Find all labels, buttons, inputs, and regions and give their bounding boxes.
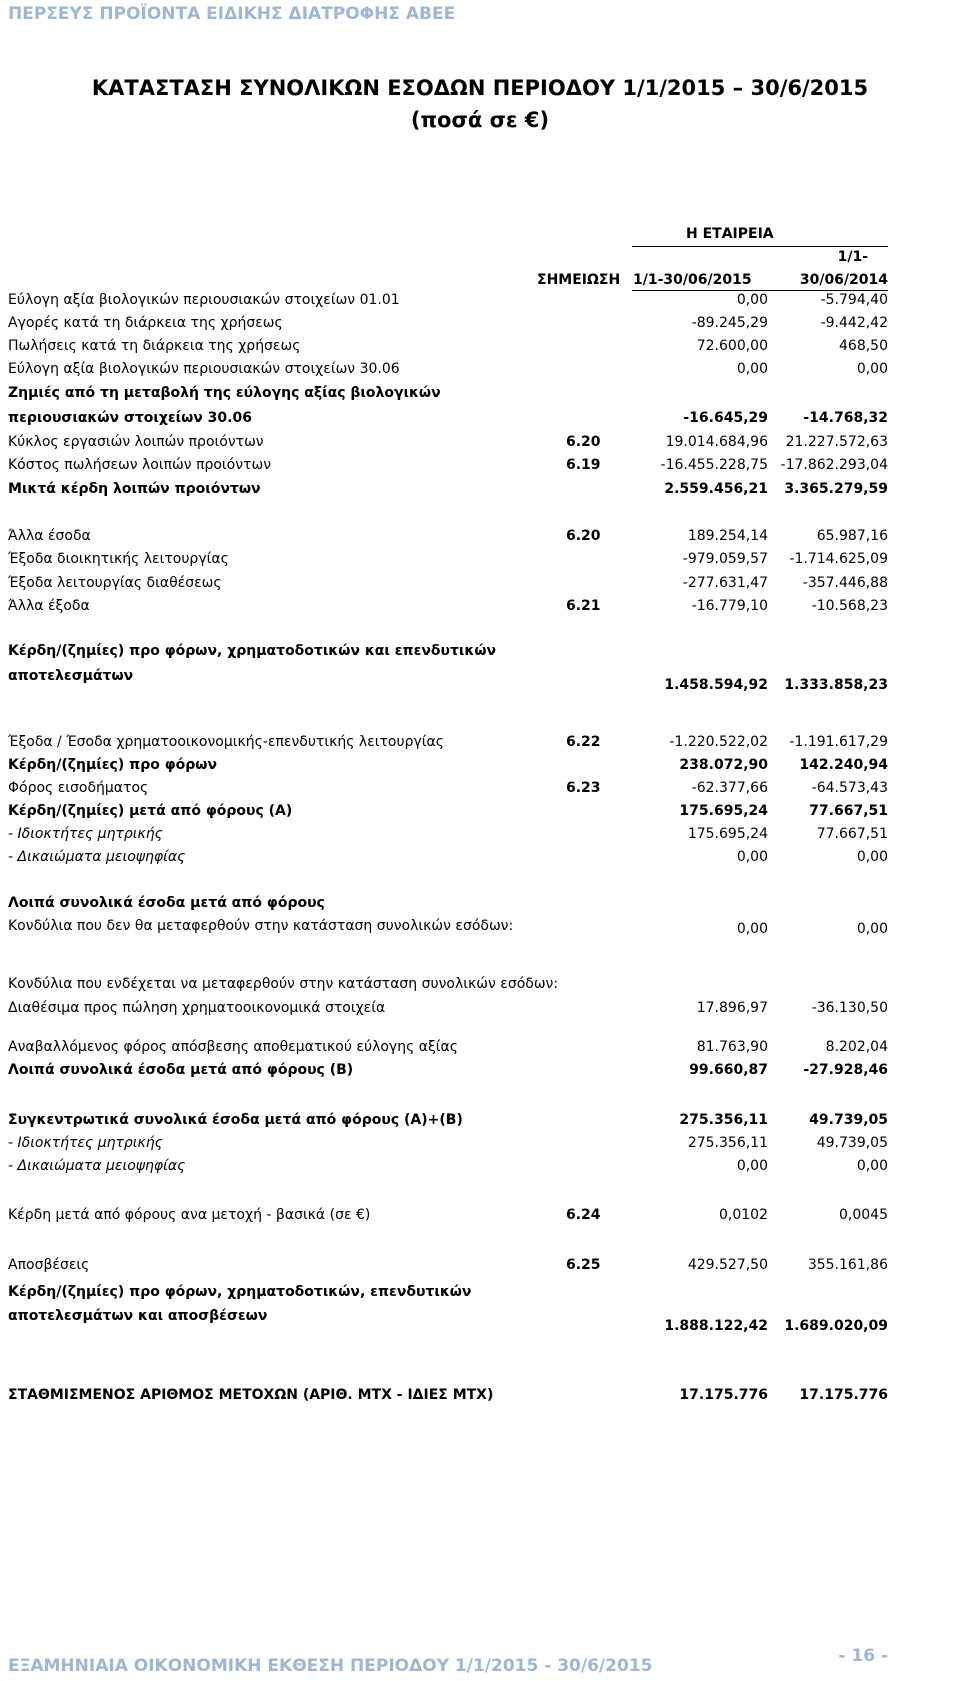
- row-value-2014: 1.689.020,09: [784, 1318, 888, 1334]
- row-value-2014: -14.768,32: [803, 410, 888, 426]
- table-row: [0, 481, 960, 503]
- row-value-2015: -16.645,29: [683, 410, 768, 426]
- row-label: Λοιπά συνολικά έσοδα μετά από φόρους (Β): [8, 1062, 354, 1078]
- row-value-2015: 1.888.122,42: [664, 1318, 768, 1334]
- row-value-2014: 0,00: [856, 1158, 888, 1174]
- table-row: [0, 1308, 960, 1334]
- row-value-2015: -89.245,29: [691, 315, 768, 331]
- row-note: 6.24: [566, 1207, 601, 1223]
- table-row: [0, 1284, 960, 1306]
- row-value-2015: 0,0102: [719, 1207, 768, 1223]
- row-value-2014: 0,00: [856, 849, 888, 865]
- table-row: [0, 385, 960, 407]
- table-row: [0, 1000, 960, 1022]
- table-row: [0, 315, 960, 337]
- row-label: Κέρδη/(ζημίες) μετά από φόρους (Α): [8, 803, 293, 819]
- row-value-2015: 72.600,00: [696, 338, 768, 354]
- row-value-2015: 1.458.594,92: [664, 677, 768, 693]
- table-row: [0, 1112, 960, 1134]
- table-row: [0, 757, 960, 779]
- table-row: [0, 575, 960, 597]
- row-value-2014: 8.202,04: [825, 1039, 888, 1055]
- row-value-2015: 175.695,24: [687, 826, 768, 842]
- table-row: [0, 668, 960, 693]
- row-label: Άλλα έσοδα: [8, 528, 91, 544]
- row-value-2015: 99.660,87: [689, 1062, 768, 1078]
- table-row: [0, 434, 960, 456]
- row-label: αποτελεσμάτων και αποσβέσεων: [8, 1308, 268, 1324]
- row-label: Κέρδη/(ζημίες) προ φόρων: [8, 757, 218, 773]
- row-value-2014: 1.333.858,23: [784, 677, 888, 693]
- row-label: αποτελεσμάτων: [8, 668, 134, 684]
- table-row: [0, 551, 960, 573]
- row-label: Κόστος πωλήσεων λοιπών προιόντων: [8, 457, 272, 473]
- row-value-2014: 468,50: [839, 338, 888, 354]
- row-value-2015: 275.356,11: [687, 1135, 768, 1151]
- row-value-2015: 275.356,11: [679, 1112, 768, 1128]
- table-row: [0, 1039, 960, 1061]
- company-header: ΠΕΡΣΕΥΣ ΠΡΟΪΟΝΤΑ ΕΙΔΙΚΗΣ ΔΙΑΤΡΟΦΗΣ ΑΒΕΕ: [8, 4, 456, 24]
- row-value-2014: -357.446,88: [802, 575, 888, 591]
- row-label: Κέρδη/(ζημίες) προ φόρων, χρηματοδοτικών, επενδυτικών: [8, 1284, 472, 1300]
- row-value-2014: 0,00: [856, 361, 888, 377]
- row-note: 6.25: [566, 1257, 601, 1273]
- row-value-2015: -979.059,57: [682, 551, 768, 567]
- row-note: 6.23: [566, 780, 601, 796]
- footer-text: ΕΞΑΜΗΝΙΑΙΑ ΟΙΚΟΝΟΜΙΚΗ ΕΚΘΕΣΗ ΠΕΡΙΟΔΟΥ 1/1/2015 - 30/6/2015: [8, 1656, 653, 1676]
- row-value-2015: 0,00: [736, 849, 768, 865]
- company-column-group: Η ΕΤΑΙΡΕΙΑ: [686, 226, 774, 242]
- row-label: Κύκλος εργασιών λοιπών προιόντων: [8, 434, 264, 450]
- row-value-2015: 0,00: [736, 921, 768, 937]
- row-label: Κέρδη/(ζημίες) προ φόρων, χρηματοδοτικών και επενδυτικών: [8, 643, 497, 659]
- row-label: - Ιδιοκτήτες μητρικής: [8, 826, 163, 842]
- row-value-2014: -10.568,23: [811, 598, 888, 614]
- table-row: [0, 1158, 960, 1180]
- row-value-2015: 19.014.684,96: [665, 434, 768, 450]
- row-value-2014: -36.130,50: [811, 1000, 888, 1016]
- row-label: Συγκεντρωτικά συνολικά έσοδα μετά από φόρους (Α)+(Β): [8, 1112, 463, 1128]
- row-label: Έξοδα λειτουργίας διαθέσεως: [8, 575, 222, 591]
- row-value-2015: 0,00: [736, 292, 768, 308]
- row-label: Αποσβέσεις: [8, 1257, 90, 1273]
- table-row: [0, 803, 960, 825]
- row-label: - Δικαιώματα μειοψηφίας: [8, 1158, 186, 1174]
- table-row: [0, 895, 960, 917]
- table-row: [0, 528, 960, 550]
- row-value-2014: -1.191.617,29: [789, 734, 888, 750]
- table-row: [0, 780, 960, 802]
- row-value-2015: 0,00: [736, 361, 768, 377]
- row-value-2014: 49.739,05: [809, 1112, 888, 1128]
- row-label: Μικτά κέρδη λοιπών προιόντων: [8, 481, 261, 497]
- row-note: 6.22: [566, 734, 601, 750]
- table-row: [0, 1135, 960, 1157]
- row-label: Εύλογη αξία βιολογικών περιουσιακών στοιχείων 01.01: [8, 292, 400, 308]
- table-row: [0, 361, 960, 383]
- table-row: [0, 410, 960, 432]
- row-value-2014: -9.442,42: [820, 315, 888, 331]
- row-label: Κονδύλια που ενδέχεται να μεταφερθούν στην κατάσταση συνολικών εσόδων:: [8, 976, 559, 992]
- row-label: Πωλήσεις κατά τη διάρκεια της χρήσεως: [8, 338, 301, 354]
- row-value-2015: 81.763,90: [696, 1039, 768, 1055]
- row-label: ΣΤΑΘΜΙΣΜΕΝΟΣ ΑΡΙΘΜΟΣ ΜΕΤΟΧΩΝ (ΑΡΙΘ. ΜΤΧ - ΙΔΙΕΣ ΜΤΧ): [8, 1387, 494, 1403]
- period2-header-line2: 30/06/2014: [799, 272, 888, 288]
- row-label: Έξοδα / Έσοδα χρηματοοικονομικής-επενδυτικής λειτουργίας: [8, 734, 444, 750]
- row-value-2014: -64.573,43: [811, 780, 888, 796]
- row-value-2014: 3.365.279,59: [784, 481, 888, 497]
- table-row: [0, 292, 960, 314]
- row-value-2014: 142.240,94: [799, 757, 888, 773]
- row-label: Φόρος εισοδήματος: [8, 780, 149, 796]
- row-value-2014: -17.862.293,04: [780, 457, 888, 473]
- row-value-2014: 65.987,16: [816, 528, 888, 544]
- row-label: Αναβαλλόμενος φόρος απόσβεσης αποθεματικού εύλογης αξίας: [8, 1039, 458, 1055]
- row-label: Έξοδα διοικητικής λειτουργίας: [8, 551, 229, 567]
- page-title: ΚΑΤΑΣΤΑΣΗ ΣΥΝΟΛΙΚΩΝ ΕΣΟΔΩΝ ΠΕΡΙΟΔΟΥ 1/1/2015 – 30/6/2015: [91, 76, 869, 100]
- table-row: [0, 826, 960, 848]
- table-row: [0, 1062, 960, 1084]
- table-row: [0, 734, 960, 756]
- row-label: Λοιπά συνολικά έσοδα μετά από φόρους: [8, 895, 325, 911]
- row-value-2014: 0,00: [856, 921, 888, 937]
- row-note: 6.20: [566, 528, 601, 544]
- row-value-2015: 238.072,90: [679, 757, 768, 773]
- page-number: - 16 -: [838, 1646, 888, 1666]
- row-value-2014: 77.667,51: [816, 826, 888, 842]
- row-label: Αγορές κατά τη διάρκεια της χρήσεως: [8, 315, 283, 331]
- period2-header-line1: 1/1-: [837, 249, 868, 265]
- row-note: 6.20: [566, 434, 601, 450]
- row-value-2014: 77.667,51: [809, 803, 888, 819]
- table-row: [0, 849, 960, 871]
- row-label: - Ιδιοκτήτες μητρικής: [8, 1135, 163, 1151]
- row-value-2015: 17.175.776: [679, 1387, 768, 1403]
- row-label: Εύλογη αξία βιολογικών περιουσιακών στοιχείων 30.06: [8, 361, 400, 377]
- row-value-2014: 355.161,86: [807, 1257, 888, 1273]
- row-label: Άλλα έξοδα: [8, 598, 90, 614]
- row-label: Διαθέσιμα προς πώληση χρηματοοικονομικά στοιχεία: [8, 1000, 386, 1016]
- row-value-2015: -277.631,47: [682, 575, 768, 591]
- row-value-2015: 175.695,24: [679, 803, 768, 819]
- table-row: [0, 457, 960, 479]
- header-rule-bottom: [632, 290, 888, 291]
- table-row: [0, 1257, 960, 1279]
- table-row: [0, 1207, 960, 1229]
- row-value-2015: -62.377,66: [691, 780, 768, 796]
- row-note: 6.19: [566, 457, 601, 473]
- table-row: [0, 643, 960, 665]
- row-value-2015: -16.779,10: [691, 598, 768, 614]
- row-value-2014: 0,0045: [839, 1207, 888, 1223]
- row-label: Ζημιές από τη μεταβολή της εύλογης αξίας βιολογικών: [8, 385, 441, 401]
- row-value-2015: 189.254,14: [687, 528, 768, 544]
- row-value-2014: -1.714.625,09: [789, 551, 888, 567]
- row-value-2015: 2.559.456,21: [664, 481, 768, 497]
- table-row: [0, 1387, 960, 1409]
- note-column-header: ΣΗΜΕΙΩΣΗ: [537, 272, 621, 288]
- row-value-2015: 429.527,50: [687, 1257, 768, 1273]
- table-row: [0, 918, 960, 940]
- row-label: Κονδύλια που δεν θα μεταφερθούν στην κατάσταση συνολικών εσόδων:: [8, 918, 514, 934]
- row-value-2014: 49.739,05: [816, 1135, 888, 1151]
- row-value-2014: 17.175.776: [799, 1387, 888, 1403]
- row-label: - Δικαιώματα μειοψηφίας: [8, 849, 186, 865]
- period1-header: 1/1-30/06/2015: [633, 272, 752, 288]
- row-value-2015: 17.896,97: [696, 1000, 768, 1016]
- row-value-2015: -1.220.522,02: [669, 734, 768, 750]
- table-row: [0, 338, 960, 360]
- row-value-2014: -27.928,46: [803, 1062, 888, 1078]
- row-value-2015: -16.455.228,75: [660, 457, 768, 473]
- row-note: 6.21: [566, 598, 601, 614]
- row-label: περιουσιακών στοιχείων 30.06: [8, 410, 252, 426]
- row-value-2015: 0,00: [736, 1158, 768, 1174]
- table-row: [0, 598, 960, 620]
- page-subtitle: (ποσά σε €): [410, 108, 550, 132]
- row-label: Κέρδη μετά από φόρους ανα μετοχή - βασικά (σε €): [8, 1207, 371, 1223]
- table-row: [0, 976, 960, 998]
- row-value-2014: 21.227.572,63: [785, 434, 888, 450]
- header-rule-top: [632, 246, 888, 247]
- row-value-2014: -5.794,40: [820, 292, 888, 308]
